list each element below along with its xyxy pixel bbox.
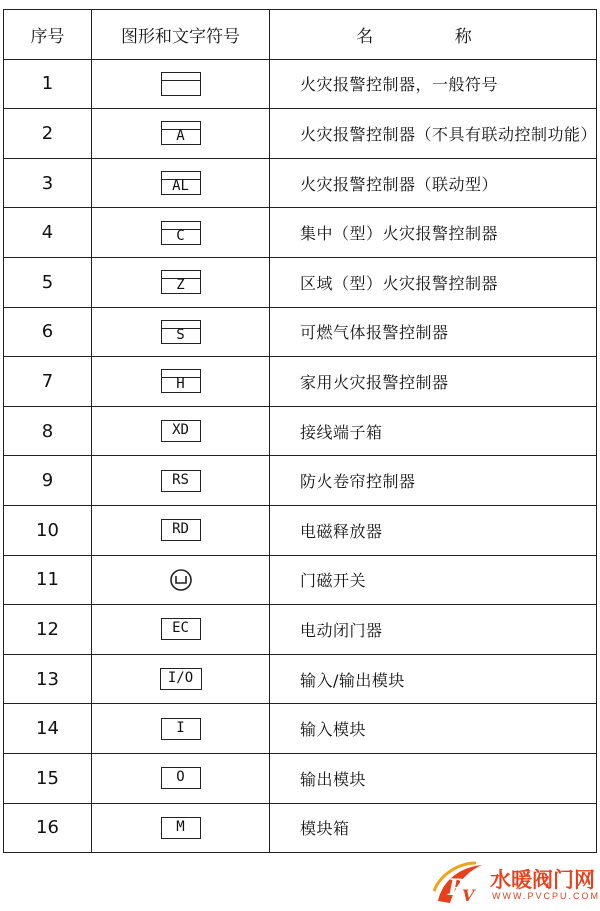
row-name: 火灾报警控制器，一般符号: [270, 59, 597, 109]
symbol-label: RD: [172, 521, 189, 538]
row-symbol-cell: [92, 307, 270, 357]
table-row: [4, 406, 597, 456]
symbol-box: [161, 171, 201, 195]
table-row: [4, 158, 597, 208]
symbol-box: [161, 270, 201, 294]
table-row: [4, 704, 597, 754]
row-symbol-cell: [92, 257, 270, 307]
row-number: 13: [4, 654, 92, 704]
symbol-box: [161, 519, 201, 541]
table-body: [4, 59, 597, 853]
watermark-brand: 水暖阀门网: [490, 868, 595, 892]
symbol-box: [161, 221, 201, 245]
row-symbol-cell: [92, 505, 270, 555]
row-name: 输出模块: [270, 753, 597, 803]
symbol-box: [160, 668, 202, 690]
row-number: 1: [4, 59, 92, 109]
row-symbol-cell: [92, 753, 270, 803]
symbol-box: [161, 369, 201, 393]
symbol-box: [161, 618, 201, 640]
row-number: 11: [4, 555, 92, 605]
row-number: 16: [4, 803, 92, 853]
row-name: 电磁释放器: [270, 505, 597, 555]
symbol-label: H: [176, 376, 185, 393]
table-row: [4, 109, 597, 159]
table-row: [4, 555, 597, 605]
row-name: 接线端子箱: [270, 406, 597, 456]
row-name: 集中（型）火灾报警控制器: [270, 208, 597, 258]
row-name: 模块箱: [270, 803, 597, 853]
row-number: 9: [4, 456, 92, 506]
symbol-box: [161, 320, 201, 344]
symbol-box: [161, 767, 201, 789]
pv-logo-icon: [432, 861, 488, 907]
table-row: [4, 208, 597, 258]
header-symbol: 图形和文字符号: [92, 10, 270, 60]
row-number: 3: [4, 158, 92, 208]
row-name: 防火卷帘控制器: [270, 456, 597, 506]
svg-text:P: P: [448, 875, 465, 901]
row-number: 2: [4, 109, 92, 159]
row-number: 8: [4, 406, 92, 456]
row-symbol-cell: [92, 59, 270, 109]
symbol-label: XD: [172, 422, 189, 439]
table-row: [4, 803, 597, 853]
row-number: 5: [4, 257, 92, 307]
symbol-label: AL: [172, 178, 189, 195]
table-row: [4, 59, 597, 109]
table-row: [4, 257, 597, 307]
row-name: 火灾报警控制器（不具有联动控制功能）: [270, 109, 597, 159]
symbol-label: M: [176, 818, 185, 835]
row-symbol-cell: [92, 109, 270, 159]
symbol-label: I: [176, 719, 185, 736]
row-name: 区域（型）火灾报警控制器: [270, 257, 597, 307]
header-name: 名 称: [270, 10, 597, 60]
table-row: [4, 357, 597, 407]
row-number: 7: [4, 357, 92, 407]
table-row: [4, 654, 597, 704]
symbol-box: [161, 121, 201, 145]
table-row: [4, 605, 597, 655]
row-symbol-cell: [92, 803, 270, 853]
symbol-label: RS: [172, 471, 189, 488]
symbol-box: [161, 817, 201, 839]
table-row: [4, 456, 597, 506]
symbol-label: Z: [176, 277, 185, 294]
row-symbol-cell: [92, 605, 270, 655]
row-symbol-cell: [92, 158, 270, 208]
row-symbol-cell: [92, 456, 270, 506]
row-name: 输入模块: [270, 704, 597, 754]
row-number: 12: [4, 605, 92, 655]
table-row: [4, 753, 597, 803]
symbol-box: [161, 72, 201, 96]
symbol-box: [161, 470, 201, 492]
row-name: 电动闭门器: [270, 605, 597, 655]
symbol-label: I/O: [167, 670, 194, 687]
table-header-row: [4, 10, 597, 60]
row-symbol-cell: [92, 208, 270, 258]
row-name: 可燃气体报警控制器: [270, 307, 597, 357]
watermark-url: WWW.PVCPU.COM: [492, 891, 600, 901]
row-symbol-cell: [92, 704, 270, 754]
row-number: 10: [4, 505, 92, 555]
row-symbol-cell: [92, 357, 270, 407]
row-number: 14: [4, 704, 92, 754]
symbol-box: [161, 420, 201, 442]
watermark-logo: [432, 861, 600, 907]
symbol-table: [3, 9, 597, 853]
row-number: 15: [4, 753, 92, 803]
symbol-label: C: [176, 227, 185, 244]
header-number: 序号: [4, 10, 92, 60]
symbol-label: O: [176, 769, 185, 786]
door-magnetic-switch-icon: [169, 568, 193, 592]
symbol-label: A: [176, 128, 185, 145]
symbol-label: S: [176, 326, 185, 343]
row-name: 家用火灾报警控制器: [270, 357, 597, 407]
symbol-box: [161, 718, 201, 740]
row-symbol-cell: [92, 654, 270, 704]
table-row: [4, 505, 597, 555]
row-name: 门磁开关: [270, 555, 597, 605]
symbol-divider-line: [162, 80, 200, 81]
row-number: 6: [4, 307, 92, 357]
svg-text:V: V: [462, 886, 475, 905]
row-name: 输入/输出模块: [270, 654, 597, 704]
symbol-label: EC: [172, 620, 189, 637]
row-number: 4: [4, 208, 92, 258]
row-symbol-cell: [92, 406, 270, 456]
row-symbol-cell: [92, 555, 270, 605]
row-name: 火灾报警控制器（联动型）: [270, 158, 597, 208]
table-row: [4, 307, 597, 357]
